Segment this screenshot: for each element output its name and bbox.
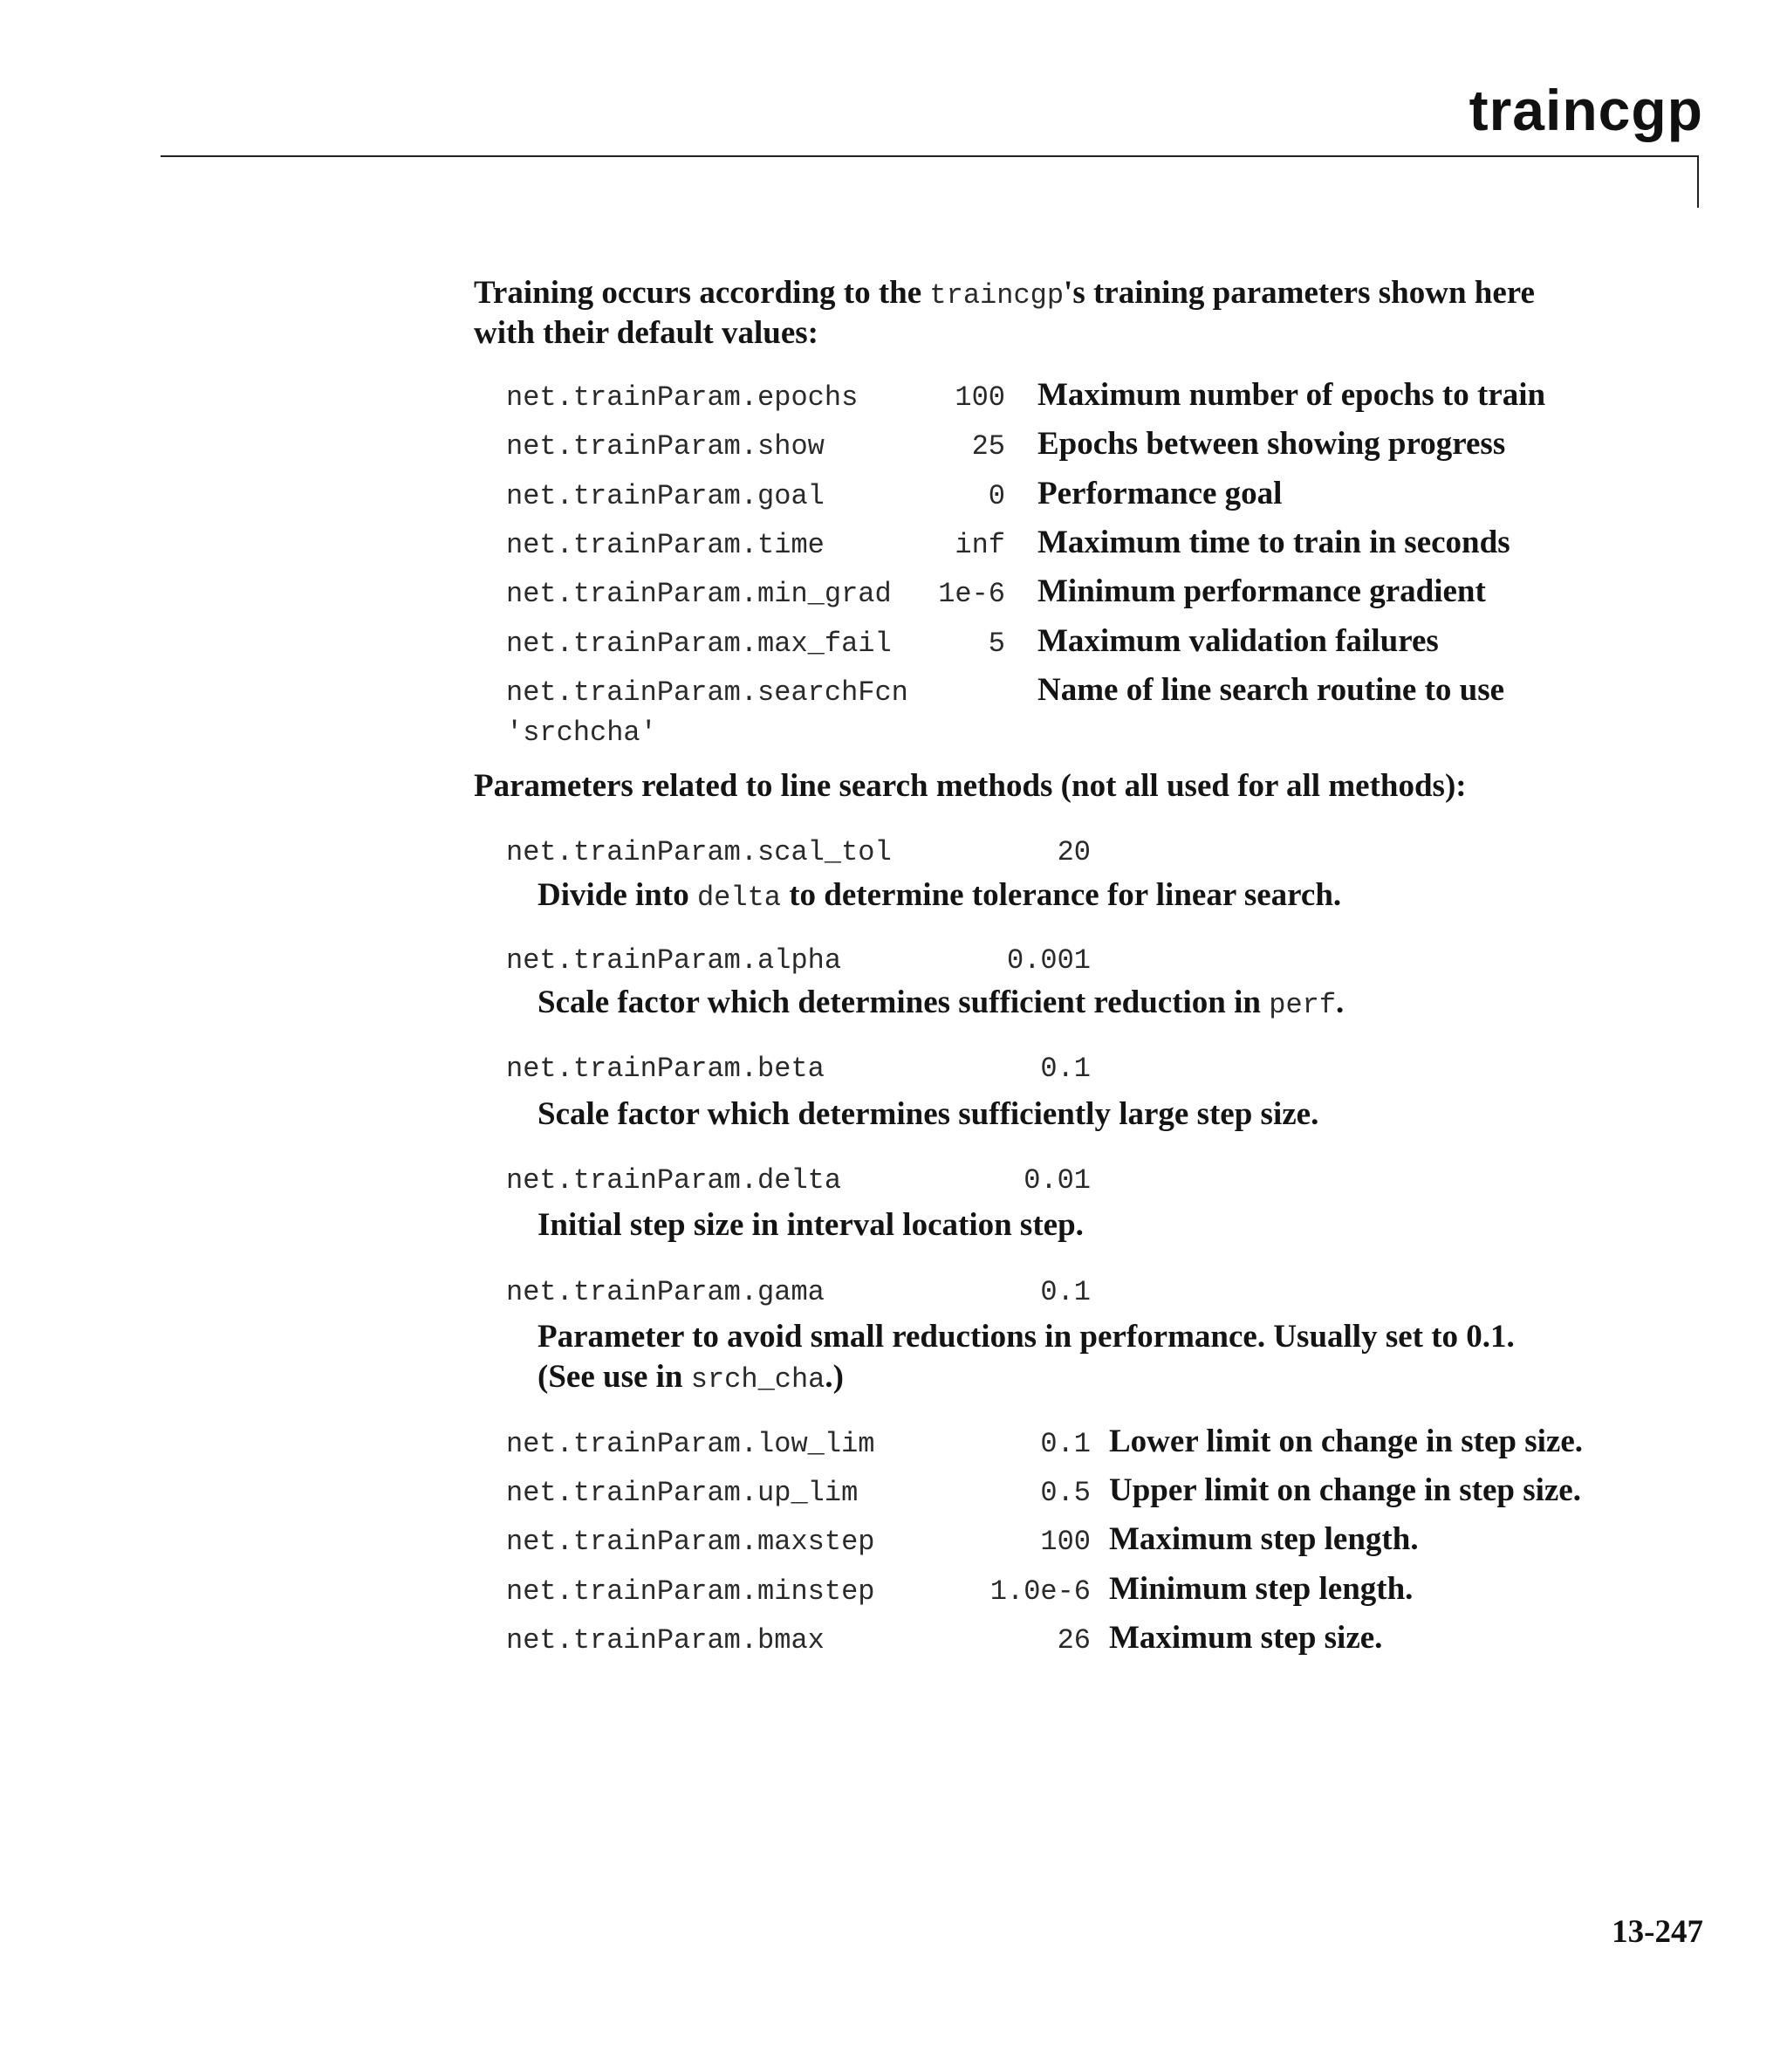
param-value: 25 — [971, 430, 1005, 463]
param-name: net.trainParam.minstep — [506, 1575, 875, 1608]
description-code: srch_cha — [690, 1363, 825, 1396]
description-code: perf — [1269, 989, 1337, 1021]
page-number: 13-247 — [1612, 1914, 1703, 1950]
param-description: Initial step size in interval location step. — [537, 1207, 1084, 1243]
param-value: 100 — [1040, 1526, 1091, 1558]
param-description: Maximum validation failures — [1037, 623, 1439, 659]
intro-prefix: Training occurs according to the — [474, 275, 930, 311]
description-text: .) — [825, 1359, 844, 1395]
param-value: 1e-6 — [938, 578, 1005, 610]
param-name: net.trainParam.min_grad — [506, 578, 892, 610]
param-description: Maximum time to train in seconds — [1037, 525, 1510, 560]
param-value: 0.01 — [1024, 1164, 1091, 1197]
page-title: traincgp — [1469, 78, 1703, 142]
param-description: Scale factor which determines sufficiently large step size. — [537, 1096, 1319, 1132]
param-name: net.trainParam.epochs — [506, 381, 859, 414]
param-name: net.trainParam.maxstep — [506, 1526, 875, 1558]
param-description: Epochs between showing progress — [1037, 426, 1506, 462]
param-name: net.trainParam.beta — [506, 1053, 825, 1085]
param-description: Performance goal — [1037, 476, 1283, 511]
param-description: Maximum step length. — [1109, 1521, 1419, 1557]
param-description — [537, 876, 1341, 914]
header-rule-tick — [1697, 155, 1699, 208]
param-name: net.trainParam.bmax — [506, 1624, 825, 1657]
param-name: net.trainParam.time — [506, 529, 825, 561]
description-text: Divide into — [537, 877, 697, 913]
param-description: Parameter to avoid small reductions in performance. Usually set to 0.1. — [537, 1319, 1515, 1355]
param-description-line-2 — [537, 1358, 844, 1396]
param-description: Upper limit on change in step size. — [1109, 1472, 1581, 1508]
param-value: 0 — [988, 480, 1005, 512]
param-description: Maximum number of epochs to train — [1037, 377, 1546, 413]
param-value: 26 — [1057, 1624, 1091, 1657]
param-value: 'srchcha' — [506, 717, 657, 749]
intro-suffix: 's training parameters shown here — [1064, 275, 1535, 311]
description-text: to determine tolerance for linear search. — [780, 877, 1342, 913]
param-description: Name of line search routine to use — [1037, 672, 1505, 708]
description-text: . — [1336, 985, 1345, 1020]
param-name: net.trainParam.gama — [506, 1276, 825, 1308]
param-value: 0.001 — [1006, 944, 1091, 977]
header-rule — [161, 155, 1699, 157]
param-value: inf — [955, 529, 1005, 561]
description-code: delta — [696, 882, 781, 914]
param-value: 5 — [988, 628, 1005, 660]
intro-function-code: traincgp — [929, 279, 1065, 312]
param-value: 1.0e-6 — [989, 1575, 1091, 1608]
param-value: 0.1 — [1040, 1428, 1091, 1460]
param-name: net.trainParam.scal_tol — [506, 836, 892, 868]
param-description: Maximum step size. — [1109, 1620, 1383, 1656]
param-value: 100 — [955, 381, 1005, 414]
param-description — [537, 984, 1344, 1021]
param-value: 20 — [1057, 836, 1091, 868]
param-name: net.trainParam.goal — [506, 480, 825, 512]
param-value: 0.1 — [1040, 1276, 1091, 1308]
intro-line-2: with their default values: — [474, 315, 819, 351]
param-name: net.trainParam.low_lim — [506, 1428, 875, 1460]
param-name: net.trainParam.delta — [506, 1164, 842, 1197]
param-name: net.trainParam.show — [506, 430, 825, 463]
param-name: net.trainParam.up_lim — [506, 1477, 859, 1509]
param-value: 0.5 — [1040, 1477, 1091, 1509]
description-text: (See use in — [537, 1359, 691, 1395]
param-description: Lower limit on change in step size. — [1109, 1424, 1583, 1459]
param-description: Minimum performance gradient — [1037, 573, 1486, 609]
line-search-heading: Parameters related to line search methods (not all used for all methods): — [474, 768, 1467, 804]
param-value: 0.1 — [1040, 1053, 1091, 1085]
param-description: Minimum step length. — [1109, 1571, 1414, 1607]
param-name: net.trainParam.max_fail — [506, 628, 892, 660]
param-name: net.trainParam.alpha — [506, 944, 842, 977]
description-text: Scale factor which determines sufficient reduction in — [537, 985, 1270, 1020]
param-name: net.trainParam.searchFcn — [506, 676, 908, 709]
intro-line-1 — [474, 274, 1535, 312]
